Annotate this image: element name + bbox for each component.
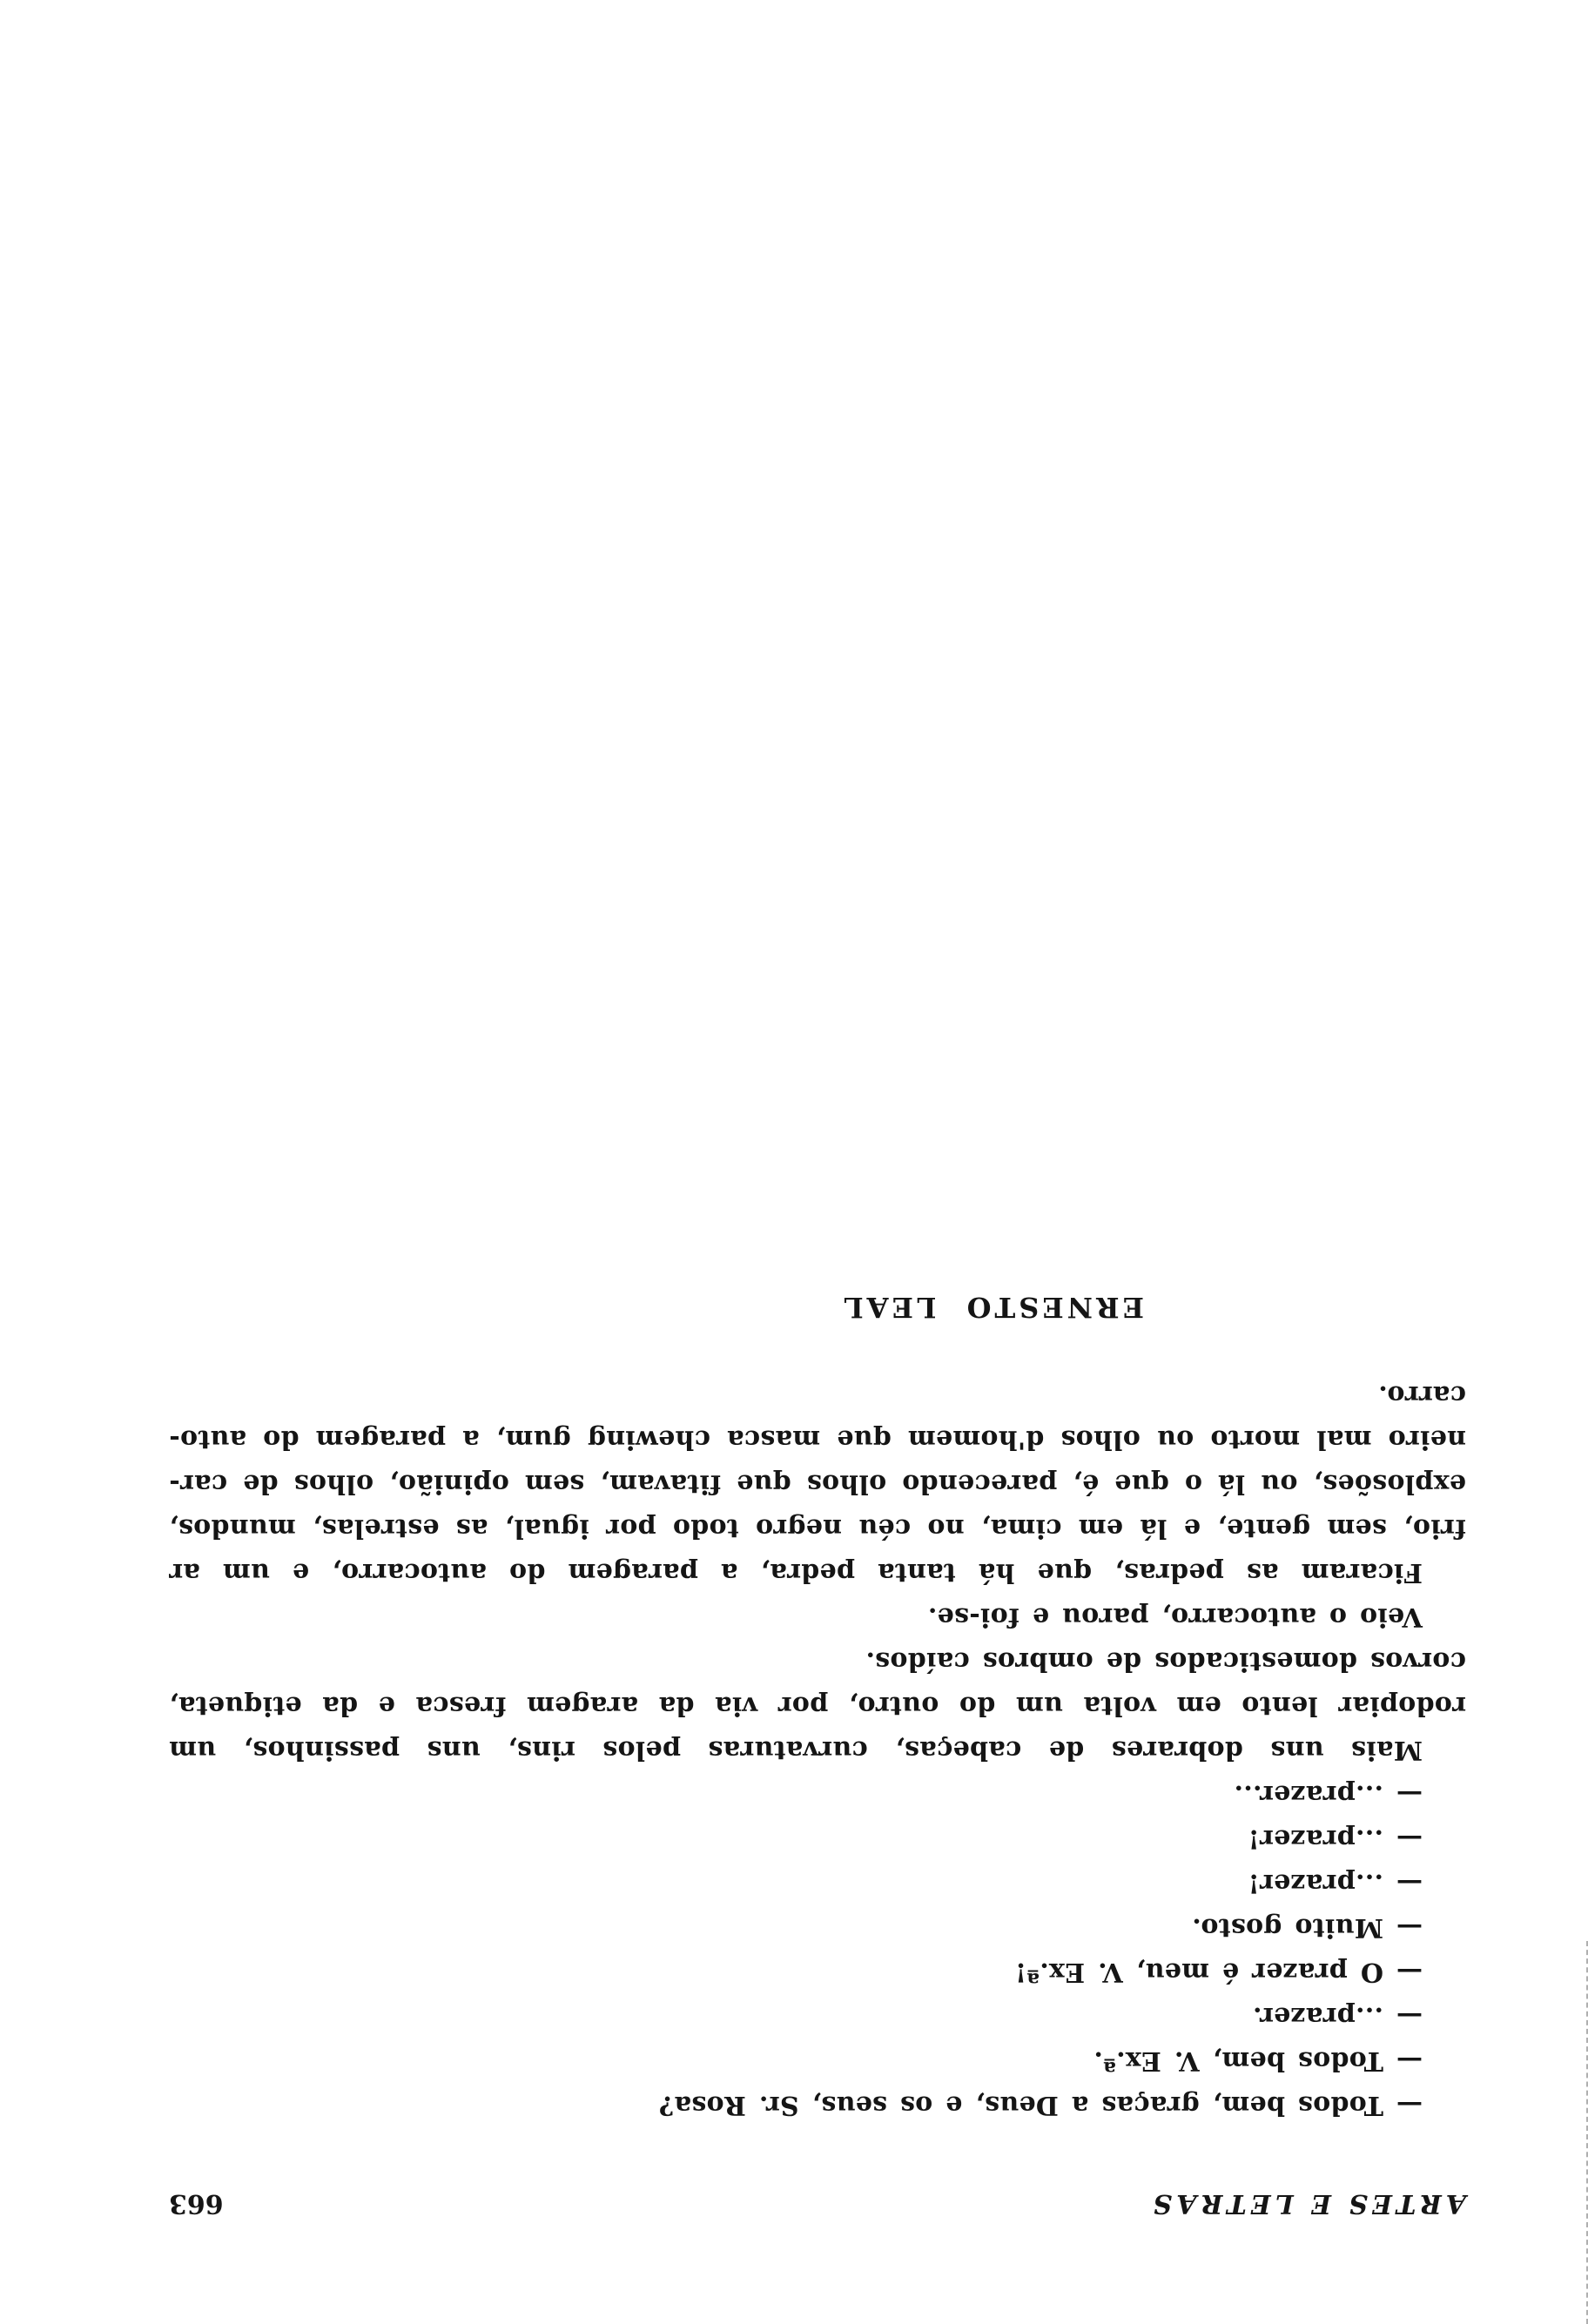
paragraph-line: corvos domesticados de ombros caídos. <box>865 1646 1466 1676</box>
dialogue-line: — ...prazer... <box>1234 1779 1423 1810</box>
running-head <box>169 2166 1466 2219</box>
dialogue-line: — Muito gosto. <box>1191 1912 1423 1943</box>
page-number: 663 <box>169 2188 224 2219</box>
body-text <box>169 1373 1466 2127</box>
author-signature: ERNESTO LEAL <box>840 1291 1144 1324</box>
paragraph-line: Veio o autocarro, parou e foi-se. <box>927 1602 1423 1632</box>
dialogue-line: — Todos bem, V. Ex.ª. <box>1093 2045 1423 2076</box>
running-title: ARTES E LETRAS <box>1148 2188 1466 2219</box>
paragraph-line: Mais uns dobrares de cabeças, curvaturas pelos rins, uns passinhos, um <box>169 1735 1423 1765</box>
dialogue-line: — Todos bem, graças a Deus, e os seus, Sr. Rosa? <box>658 2090 1423 2120</box>
page-content <box>169 1281 1466 2219</box>
paragraph-line: neiro mal morto ou olhos d'homem que masca chewing gum, a paragem do auto- <box>169 1424 1466 1454</box>
page-edge-mark <box>1583 1941 1588 2324</box>
dialogue-line: — ...prazer! <box>1248 1868 1423 1898</box>
dialogue-line: — O prazer é meu, V. Ex.ª! <box>1014 1957 1423 1987</box>
paragraph-line: explosões, ou lá o que é, parecendo olhos que fitavam, sem opinião, olhos de car- <box>169 1468 1466 1499</box>
dialogue-line: — ...prazer! <box>1248 1824 1423 1854</box>
paragraph-line: rodopiar lento em volta um do outro, por via da aragem fresca e da etiqueta, <box>169 1690 1466 1721</box>
paragraph-line: Ficaram as pedras, que há tanta pedra, a paragem do autocarro, e um ar <box>169 1557 1423 1588</box>
paragraph-line: frio, sem gente, e lá em cima, no céu negro todo por igual, as estrelas, mundos, <box>169 1513 1466 1543</box>
paragraph-line: carro. <box>1377 1380 1466 1410</box>
dialogue-line: — ...prazer. <box>1252 2001 1423 2032</box>
